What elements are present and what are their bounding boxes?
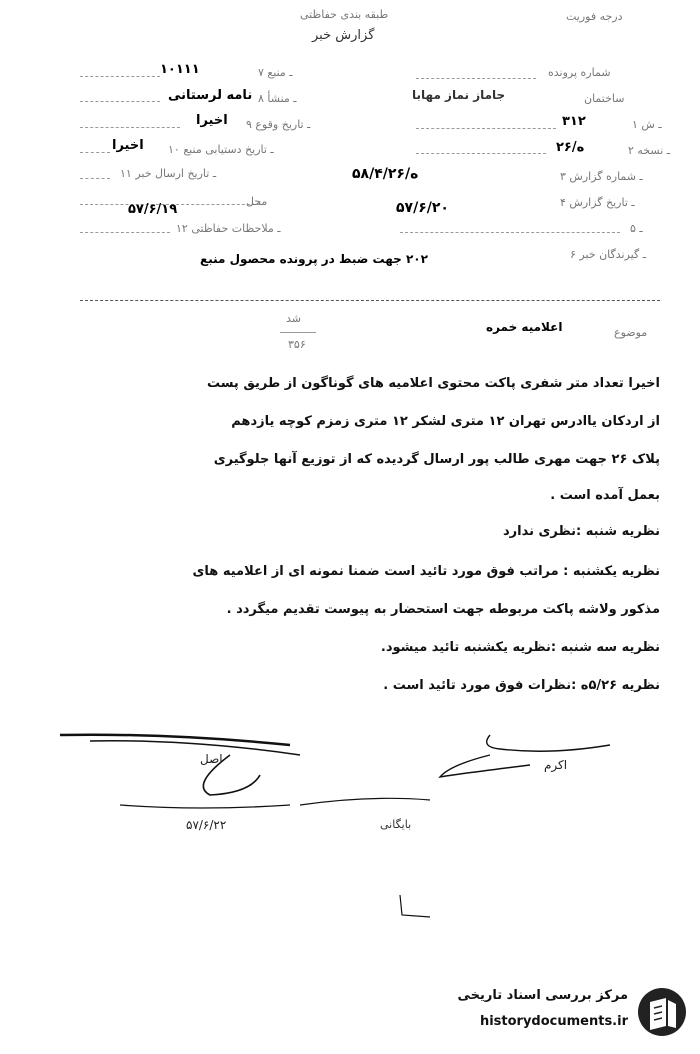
comment-line: نظریه یکشنبه : مراتب فوق مورد تائید است ضمنا نمونه ای از اعلامیه های [192, 564, 660, 579]
report-date-label: ۴ ـ تاریخ گزارش [560, 196, 635, 209]
dashed-line [400, 232, 620, 233]
source-label: ۷ ـ منبع [258, 66, 293, 79]
page-title: گزارش خبر [312, 28, 375, 43]
occurrence-date-value: اخیرا [196, 113, 228, 128]
comment-line: نظریه ۵/۲۶ه :نظرات فوق مورد تائید است . [383, 678, 660, 693]
subject-mid-bottom: ۳۵۶ [288, 338, 306, 351]
origin-value: نامه لرستانی [168, 88, 253, 103]
comment-line: مذکور ولاشه پاکت مربوطه جهت استحضار به پیوست تقدیم میگردد . [226, 602, 660, 617]
body-line: از اردکان یاادرس تهران ۱۲ متری لشکر ۱۲ متری زمزم کوچه یازدهم [231, 414, 660, 429]
comment-line: نظریه شنبه :نظری ندارد [502, 524, 660, 539]
subject-label: موضوع [614, 326, 648, 339]
security-class-label: درجه فوریت [566, 10, 623, 23]
building-label: ساختمان [584, 92, 625, 105]
dashed-line [80, 178, 110, 179]
origin-label: ۸ ـ منشأ [258, 92, 297, 105]
body-line: بعمل آمده است . [550, 488, 660, 503]
section-divider [80, 300, 660, 301]
report-date-value: ۵۷/۶/۲۰ [396, 200, 449, 216]
copy-value: ۲۶/ه [556, 140, 585, 155]
dashed-line [416, 153, 546, 154]
place-label: محل [246, 195, 268, 208]
access-date-value: اخیرا [112, 138, 144, 153]
send-date-label: ۱۱ ـ تاریخ ارسال خبر [120, 167, 217, 180]
report-number-value: ۵۸/۴/۲۶/ه [352, 166, 419, 182]
footer-org: مرکز بررسی اسناد تاریخی [457, 988, 628, 1003]
file-number-label: شماره پرونده [548, 66, 611, 79]
access-date-label: ۱۰ ـ تاریخ دستیابی منبع [168, 143, 274, 156]
classification-label: طبقه بندی حفاظتی [300, 8, 389, 21]
dashed-line [80, 152, 110, 153]
signature-left-date: ۵۷/۶/۲۲ [186, 818, 227, 832]
dashed-line [80, 232, 170, 233]
source-value: ۱۰۱۱۱ [160, 62, 200, 77]
field-5-label: ۵ ـ [630, 222, 643, 235]
signature-right-mark: بایگانی [380, 818, 412, 831]
signature-left-note: اصل [200, 752, 223, 766]
body-line: اخیرا تعداد متر شفری پاکت محتوی اعلامیه های گوناگون از طریق پست [206, 376, 660, 391]
recipients-value: ۲۰۲ جهت ضبط در پرونده محصول منبع [200, 252, 428, 266]
fraction-line [280, 332, 316, 333]
recipients-label: ۶ ـ گیرندگان خبر [570, 248, 646, 261]
copy-label: ۲ ـ نسخه [628, 144, 670, 157]
handwritten-signatures [50, 725, 690, 935]
body-line: پلاک ۲۶ جهت مهری طالب پور ارسال گردیده که از توزیع آنها جلوگیری [213, 452, 660, 467]
dashed-line [416, 128, 556, 129]
occurrence-date-label: ۹ ـ تاریخ وقوع [246, 118, 311, 131]
dashed-line [80, 76, 160, 77]
footer-url: historydocuments.ir [479, 1014, 628, 1029]
number-value: ۳۱۲ [562, 114, 586, 129]
notes-label: ۱۲ ـ ملاحظات حفاظتی [176, 222, 281, 235]
building-value: جاماز نماز مهابا [412, 88, 506, 102]
subject-mid-top: شد [286, 312, 301, 325]
number-label: ۱ ـ ش [632, 118, 662, 131]
subject-value: اعلامیه خمره [486, 320, 563, 334]
place-value: ۵۷/۶/۱۹ [128, 202, 178, 217]
report-number-label: ۳ ـ شماره گزارش [560, 170, 643, 183]
footer-logo-block [392, 984, 692, 1044]
dashed-line [416, 78, 536, 79]
dashed-line [80, 101, 160, 102]
dashed-line [80, 127, 180, 128]
comment-line: نظریه سه شنبه :نظریه یکشنبه تائید میشود. [380, 640, 660, 655]
signature-right-note: اکرم [544, 758, 568, 772]
footer-logo-icon [636, 986, 688, 1038]
